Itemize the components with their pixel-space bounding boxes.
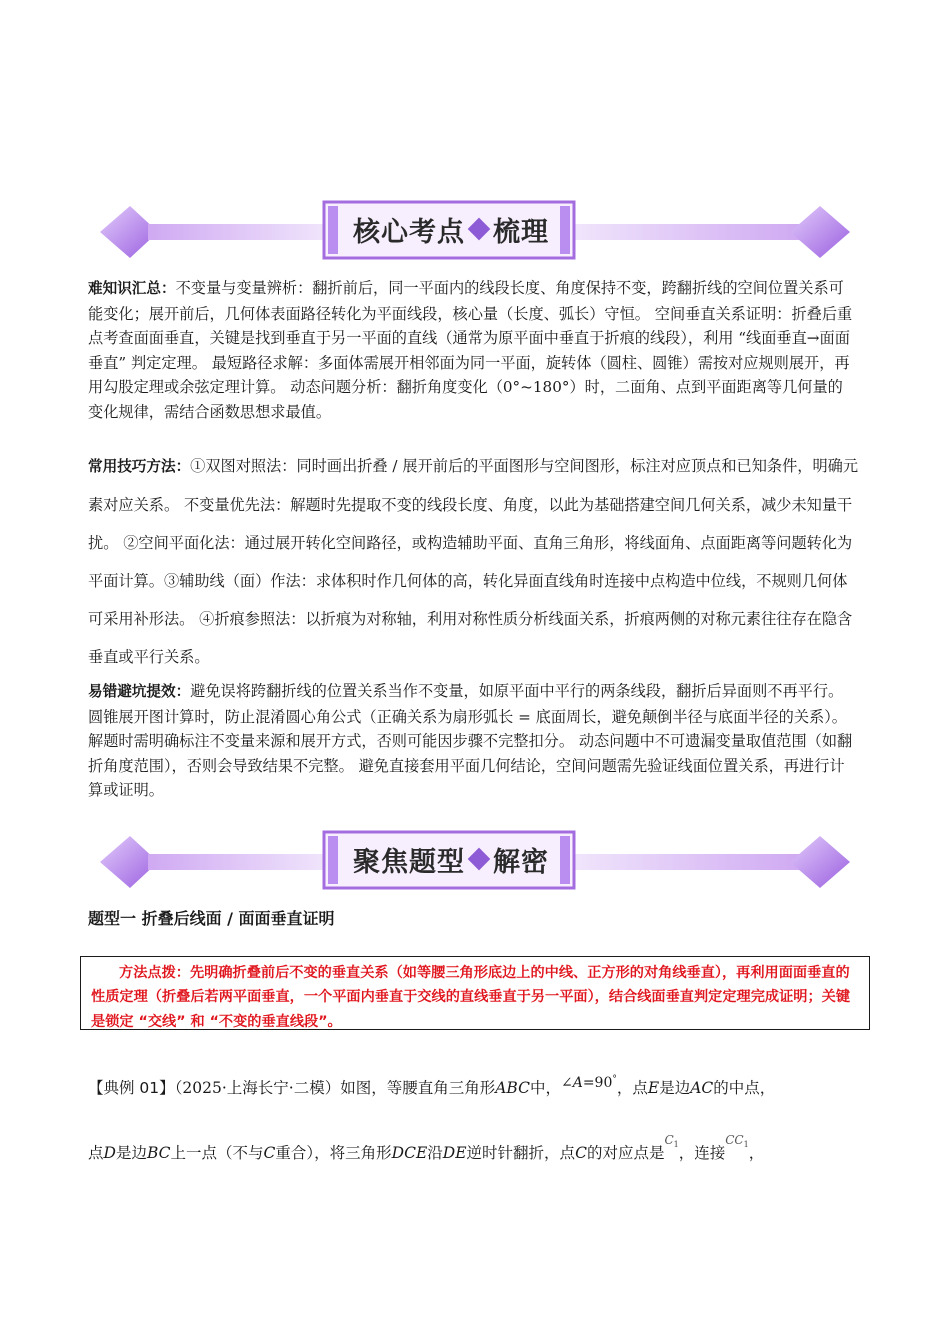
math-bc: BC — [146, 1144, 171, 1162]
knowledge-summary — [88, 276, 858, 425]
example-text: 如图，等腰直角三角形 — [340, 1079, 496, 1097]
c1-letter: C — [664, 1133, 674, 1147]
tip-text: 方法点拨：先明确折叠前后不变的垂直关系（如等腰三角形底边上的中线、正方形的对角线垂直），再利用面面垂直的性质定理（折叠后若两平面垂直，一个平面内垂直于交线的直线垂直于另一平面），结合线面垂直判定定理完成证明；关键是锁定 “交线” 和 “不变的垂直线段”。 — [91, 965, 851, 1030]
angle-symbol: ∠A — [560, 1075, 583, 1091]
math-de: DE — [442, 1144, 467, 1162]
pitfalls-text: 避免误将跨翻折线的位置关系当作不变量，如原平面中平行的两条线段，翻折后异面则不再平行。 圆锥展开图计算时，防止混淆圆心角公式（正确关系为扇形弧长 = 底面周长，避免颠倒半径与底面半径的关系）。 解题时需明确标注不变量来源和展开方式，否则可能因步骤不完整扣分。 动态问题中不可遗漏变量取值范围（如翻折角度范围），否则会导致结果不完整。 避免直接套用平面几何结论，空间问题需先验证线面位置关系，再进行计算或证明。 — [88, 682, 853, 800]
banner-title-left: 核心考点 — [353, 216, 465, 248]
example-text: 是边 — [115, 1144, 147, 1162]
angle-value: =90 — [582, 1075, 613, 1091]
section-banner-focus — [96, 826, 854, 898]
methods-text: ①双图对照法：同时画出折叠 / 展开前后的平面图形与空间图形，标注对应顶点和已知条件，明确元素对应关系。 不变量优先法：解题时先提取不变的线段长度、角度，以此为基础搭建空间几何关系，减少未知量干扰。 ②空间平面化法：通过展开转化空间路径，或构造辅助平面、直角三角形，将线面角、点面距离等问题转化为平面计算。③辅助线（面）作法：求体积时作几何体的高，转化异面直线角时连接中点构造中位线，不规则几何体可采用补形法。 ④折痕参照法：以折痕为对称轴，利用对称性质分析线面关系，折痕两侧的对称元素往往存在隐含垂直或平行关系。 — [88, 457, 859, 666]
example-text: 点 — [88, 1144, 104, 1162]
example-text: 的中点， — [713, 1079, 776, 1097]
example-text: 沿 — [427, 1144, 443, 1162]
math-ac: AC — [690, 1079, 714, 1097]
c1-sub: 1 — [673, 1140, 679, 1149]
math-abc: ABC — [495, 1079, 530, 1097]
methods-label: 常用技巧方法： — [88, 458, 191, 475]
example-text: ，连接 — [678, 1144, 726, 1162]
pitfalls-label: 易错避坑提效： — [88, 683, 191, 700]
cc1-letters: CC — [725, 1133, 744, 1147]
banner-title-right: 解密 — [493, 846, 549, 878]
diamond-icon — [468, 848, 491, 871]
math-angle — [561, 1075, 617, 1091]
example-text: 逆时针翻折，点 — [466, 1144, 576, 1162]
summary-label: 难知识汇总： — [88, 280, 176, 297]
banner-title — [332, 204, 570, 254]
example-source: （2025·上海长宁·二模） — [174, 1079, 341, 1097]
example-text: ，点 — [616, 1079, 648, 1097]
example-text: 的对应点是 — [586, 1144, 665, 1162]
section-banner-core — [96, 196, 854, 268]
summary-text: 不变量与变量辨析：翻折前后，同一平面内的线段长度、角度保持不变，跨翻折线的空间位置关系可能变化；展开前后，几何体表面路径转化为平面线段，核心量（长度、弧长）守恒。 空间垂直关系证明：折叠后重点考查面面垂直，关键是找到垂直于另一平面的直线（通常为原平面中垂直于折痕的线段），利用 “线面垂直→面面垂直” 判定定理。 最短路径求解：多面体需展开相邻面为同一平面，旋转体（圆柱、圆锥）需按对应规则展开，再用勾股定理或余弦定理计算。 动态问题分析：翻折角度变化（0°~180°）时，二面角、点到平面距离等几何量的变化规律，需结合函数思想求最值。 — [88, 279, 853, 421]
example-text: 中， — [529, 1079, 561, 1097]
example-text: ， — [748, 1144, 765, 1162]
math-c: C — [263, 1144, 276, 1162]
example-text: 重合），将三角形 — [275, 1144, 392, 1162]
example-text: 上一点（不与 — [170, 1144, 264, 1162]
method-tip-box — [80, 956, 870, 1030]
math-cc1 — [725, 1133, 748, 1147]
example-01-line-2 — [88, 1133, 868, 1163]
section-title: 题型一 折叠后线面 / 面面垂直证明 — [88, 909, 335, 928]
banner-title-left: 聚焦题型 — [353, 846, 465, 878]
example-tag: 【典例 01】 — [88, 1079, 175, 1097]
math-c1 — [664, 1133, 678, 1147]
cc1-sub: 1 — [743, 1140, 749, 1149]
example-text: 是边 — [659, 1079, 691, 1097]
common-methods — [88, 447, 858, 676]
pitfalls — [88, 679, 858, 803]
banner-title — [332, 834, 570, 884]
math-c: C — [575, 1144, 587, 1162]
diamond-icon — [468, 218, 491, 241]
math-e: E — [647, 1079, 660, 1097]
banner-title-right: 梳理 — [493, 216, 549, 248]
degree-mark: ° — [612, 1074, 617, 1085]
math-dce: DCE — [391, 1144, 428, 1162]
example-01-line-1 — [88, 1076, 868, 1098]
math-d: D — [103, 1144, 116, 1162]
